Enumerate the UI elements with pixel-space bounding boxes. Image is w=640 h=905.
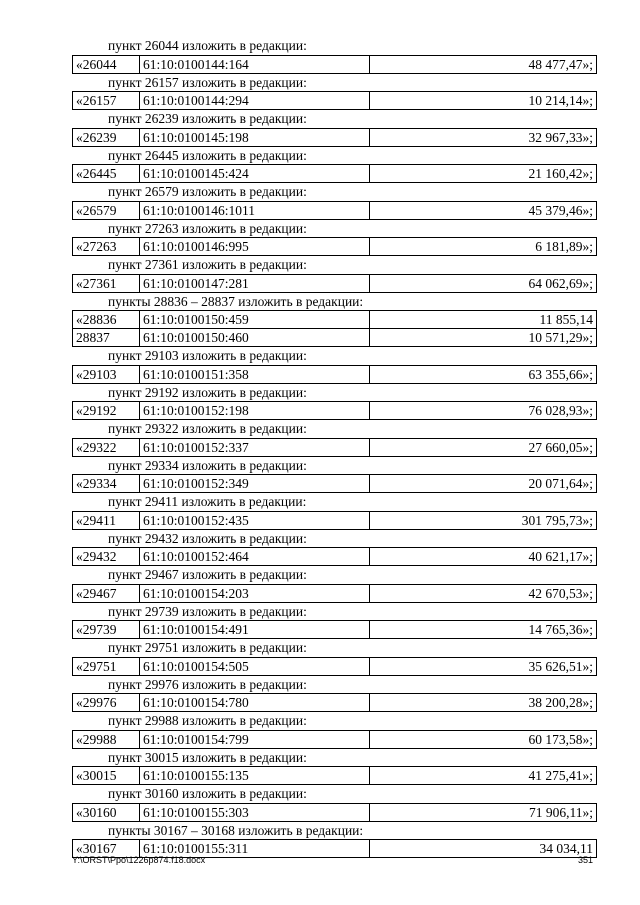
cadastral-number: 61:10:0100152:435	[140, 511, 370, 529]
table-row	[73, 329, 597, 347]
cadastral-number: 61:10:0100146:995	[140, 238, 370, 256]
amendment-table	[72, 365, 597, 384]
item-number: «27361	[73, 274, 140, 292]
amendment-table	[72, 128, 597, 147]
cadastral-value: 34 034,11	[370, 840, 597, 858]
amendment-table	[72, 237, 597, 256]
amendment-header: пункт 29739 изложить в редакции:	[108, 603, 307, 619]
amendment-header: пункт 29467 изложить в редакции:	[108, 567, 307, 582]
table-row	[73, 657, 597, 675]
item-number: «29988	[73, 730, 140, 748]
amendment-header: пункт 26044 изложить в редакции:	[108, 38, 307, 53]
cadastral-number: 61:10:0100152:198	[140, 402, 370, 420]
item-number: 28837	[73, 329, 140, 347]
cadastral-number: 61:10:0100150:459	[140, 311, 370, 329]
cadastral-number: 61:10:0100146:1011	[140, 201, 370, 219]
cadastral-number: 61:10:0100155:311	[140, 840, 370, 858]
amendment-table	[72, 657, 597, 676]
item-number: «29432	[73, 548, 140, 566]
amendment-header: пункты 28836 – 28837 изложить в редакции:	[108, 293, 364, 309]
amendment-header: пункт 29751 изложить в редакции:	[108, 640, 307, 655]
amendment-table	[72, 91, 597, 110]
amendment-header: пункт 29322 изложить в редакции:	[108, 421, 307, 436]
item-number: «27263	[73, 238, 140, 256]
amendment-header: пункт 29988 изложить в редакции:	[108, 713, 307, 728]
amendment-header: пункт 30160 изложить в редакции:	[108, 786, 307, 801]
amendment-header: пункт 29103 изложить в редакции:	[108, 348, 307, 363]
amendment-header: пункт 26579 изложить в редакции:	[108, 184, 307, 199]
table-row	[73, 55, 597, 73]
cadastral-value: 60 173,58»;	[370, 730, 597, 748]
amendment-header: пункт 29976 изложить в редакции:	[108, 676, 307, 692]
footer-file-path: Y:\ORST\Ppo\1226p874.f18.docx	[72, 855, 206, 865]
amendment-table	[72, 201, 597, 220]
amendment-header: пункт 29192 изложить в редакции:	[108, 384, 307, 400]
table-row	[73, 128, 597, 146]
table-row	[73, 365, 597, 383]
table-row	[73, 311, 597, 329]
amendment-table	[72, 803, 597, 822]
document-body	[72, 37, 597, 858]
item-number: «29751	[73, 657, 140, 675]
cadastral-value: 6 181,89»;	[370, 238, 597, 256]
cadastral-number: 61:10:0100152:464	[140, 548, 370, 566]
cadastral-value: 301 795,73»;	[370, 511, 597, 529]
table-row	[73, 92, 597, 110]
item-number: «29334	[73, 475, 140, 493]
table-row	[73, 511, 597, 529]
cadastral-value: 63 355,66»;	[370, 365, 597, 383]
cadastral-number: 61:10:0100154:799	[140, 730, 370, 748]
table-row	[73, 201, 597, 219]
cadastral-number: 61:10:0100144:294	[140, 92, 370, 110]
amendment-header: пункты 30167 – 30168 изложить в редакции:	[108, 822, 364, 838]
amendment-header: пункт 27361 изложить в редакции:	[108, 257, 307, 272]
cadastral-number: 61:10:0100145:198	[140, 128, 370, 146]
cadastral-number: 61:10:0100152:349	[140, 475, 370, 493]
cadastral-value: 48 477,47»;	[370, 55, 597, 73]
cadastral-number: 61:10:0100154:491	[140, 621, 370, 639]
cadastral-value: 11 855,14	[370, 311, 597, 329]
amendment-header: пункт 29334 изложить в редакции:	[108, 457, 307, 473]
cadastral-value: 71 906,11»;	[370, 803, 597, 821]
table-row	[73, 621, 597, 639]
amendment-table	[72, 620, 597, 639]
item-number: «29976	[73, 694, 140, 712]
amendment-table	[72, 730, 597, 749]
footer-page-number: 351	[578, 855, 594, 865]
amendment-header: пункт 29411 изложить в редакции:	[108, 494, 307, 509]
amendment-header: пункт 26239 изложить в редакции:	[108, 111, 307, 126]
cadastral-number: 61:10:0100154:203	[140, 584, 370, 602]
cadastral-number: 61:10:0100152:337	[140, 438, 370, 456]
table-row	[73, 584, 597, 602]
item-number: «29739	[73, 621, 140, 639]
cadastral-value: 41 275,41»;	[370, 767, 597, 785]
item-number: «29103	[73, 365, 140, 383]
amendment-table	[72, 401, 597, 420]
amendment-table	[72, 474, 597, 493]
cadastral-number: 61:10:0100154:780	[140, 694, 370, 712]
item-number: «29467	[73, 584, 140, 602]
cadastral-number: 61:10:0100145:424	[140, 165, 370, 183]
cadastral-value: 64 062,69»;	[370, 274, 597, 292]
cadastral-value: 45 379,46»;	[370, 201, 597, 219]
item-number: «29411	[73, 511, 140, 529]
amendment-table	[72, 693, 597, 712]
amendment-table	[72, 511, 597, 530]
item-number: «30167	[73, 840, 140, 858]
cadastral-number: 61:10:0100150:460	[140, 329, 370, 347]
amendment-header: пункт 29432 изложить в редакции:	[108, 530, 307, 546]
cadastral-number: 61:10:0100154:505	[140, 657, 370, 675]
amendment-table	[72, 584, 597, 603]
table-row	[73, 730, 597, 748]
cadastral-value: 42 670,53»;	[370, 584, 597, 602]
table-row	[73, 274, 597, 292]
item-number: «30015	[73, 767, 140, 785]
cadastral-value: 10 571,29»;	[370, 329, 597, 347]
table-row	[73, 548, 597, 566]
item-number: «30160	[73, 803, 140, 821]
table-row	[73, 694, 597, 712]
item-number: «26044	[73, 55, 140, 73]
cadastral-value: 76 028,93»;	[370, 402, 597, 420]
cadastral-value: 32 967,33»;	[370, 128, 597, 146]
item-number: «26239	[73, 128, 140, 146]
item-number: «26579	[73, 201, 140, 219]
item-number: «26157	[73, 92, 140, 110]
cadastral-number: 61:10:0100151:358	[140, 365, 370, 383]
item-number: «28836	[73, 311, 140, 329]
item-number: «29192	[73, 402, 140, 420]
cadastral-value: 10 214,14»;	[370, 92, 597, 110]
cadastral-value: 14 765,36»;	[370, 621, 597, 639]
cadastral-value: 27 660,05»;	[370, 438, 597, 456]
table-row	[73, 165, 597, 183]
amendment-table	[72, 547, 597, 566]
cadastral-value: 40 621,17»;	[370, 548, 597, 566]
table-row	[73, 438, 597, 456]
cadastral-value: 21 160,42»;	[370, 165, 597, 183]
amendment-header: пункт 26445 изложить в редакции:	[108, 147, 307, 163]
cadastral-value: 35 626,51»;	[370, 657, 597, 675]
cadastral-number: 61:10:0100155:303	[140, 803, 370, 821]
item-number: «29322	[73, 438, 140, 456]
amendment-header: пункт 27263 изложить в редакции:	[108, 220, 307, 236]
amendment-table	[72, 55, 597, 74]
cadastral-number: 61:10:0100144:164	[140, 55, 370, 73]
cadastral-value: 20 071,64»;	[370, 475, 597, 493]
table-row	[73, 803, 597, 821]
cadastral-value: 38 200,28»;	[370, 694, 597, 712]
amendment-table	[72, 310, 597, 347]
cadastral-number: 61:10:0100147:281	[140, 274, 370, 292]
amendment-table	[72, 164, 597, 183]
cadastral-number: 61:10:0100155:135	[140, 767, 370, 785]
amendment-table	[72, 766, 597, 785]
amendment-table	[72, 438, 597, 457]
table-row	[73, 475, 597, 493]
amendment-table	[72, 274, 597, 293]
table-row	[73, 402, 597, 420]
amendment-header: пункт 26157 изложить в редакции:	[108, 74, 307, 90]
amendment-header: пункт 30015 изложить в редакции:	[108, 749, 307, 765]
item-number: «26445	[73, 165, 140, 183]
table-row	[73, 238, 597, 256]
table-row	[73, 767, 597, 785]
